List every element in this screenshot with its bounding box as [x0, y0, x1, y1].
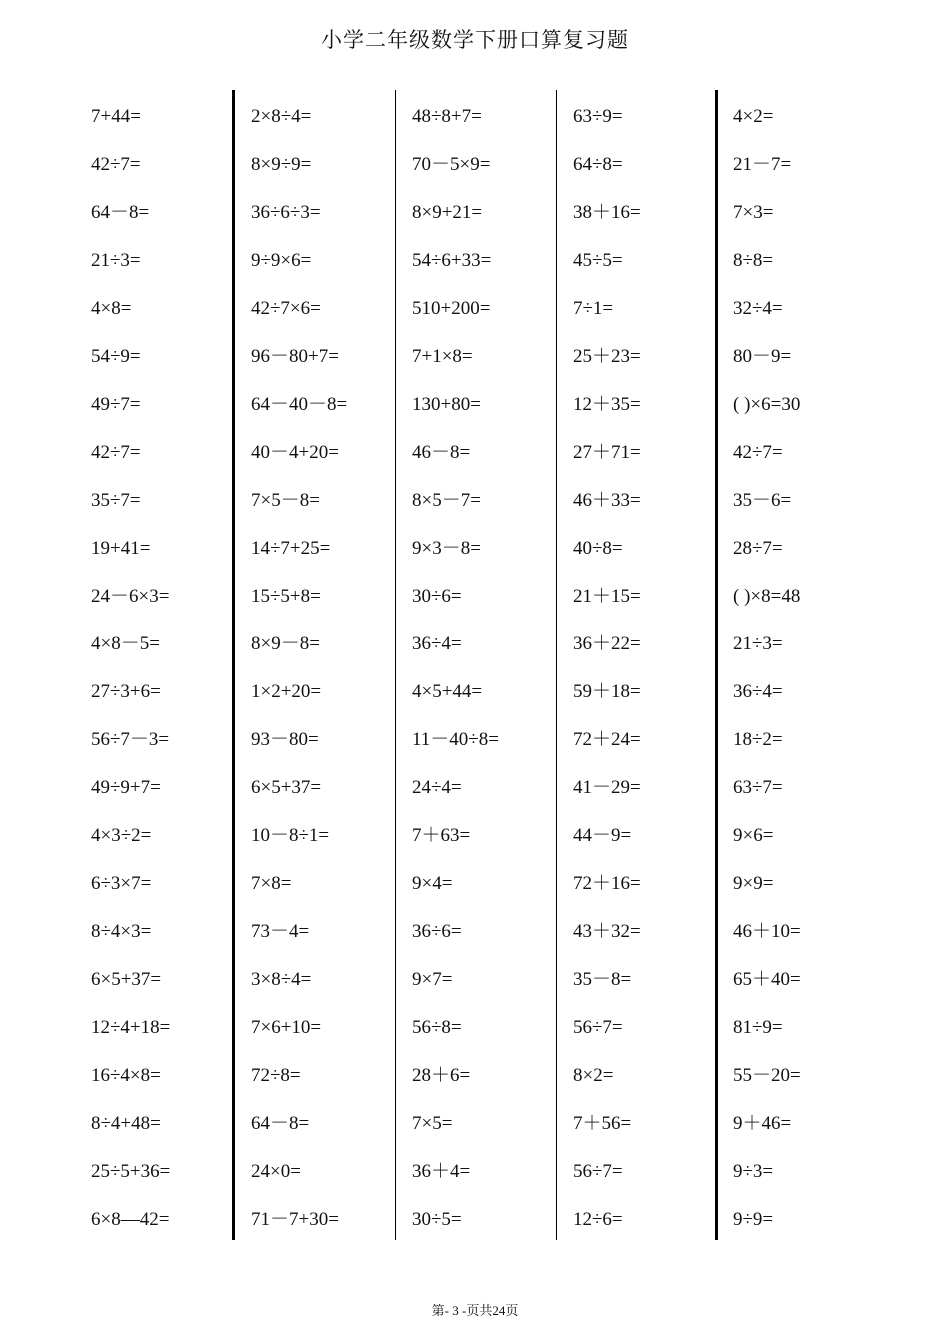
exercise-item: 40÷8=: [573, 537, 623, 559]
exercise-item: 7+44=: [91, 106, 141, 127]
exercise-item: 24×0=: [251, 1160, 301, 1182]
page-title: 小学二年级数学下册口算复习题: [321, 28, 629, 52]
exercise-item: 1×2+20=: [251, 681, 322, 703]
exercise-grid: [70, 90, 870, 1240]
exercise-item: 6×8—42=: [91, 1208, 170, 1230]
exercise-item: 72÷8=: [251, 1065, 301, 1086]
exercise-item: 64÷8=: [573, 153, 623, 175]
exercise-item: 36÷4=: [733, 681, 783, 703]
exercise-item: 46＋33=: [573, 489, 641, 511]
exercise-item: 7×8=: [251, 873, 292, 895]
exercise-item: 6÷3×7=: [91, 873, 152, 895]
exercise-item: 38＋16=: [573, 201, 641, 223]
exercise-item: 9×9=: [733, 873, 774, 895]
exercise-item: 44－9=: [573, 825, 632, 847]
exercise-item: 32÷4=: [733, 297, 783, 319]
exercise-item: 10－8÷1=: [251, 825, 330, 847]
exercise-item: 15÷5+8=: [251, 585, 321, 607]
exercise-item: 28÷7=: [733, 537, 783, 559]
exercise-item: 9＋46=: [733, 1112, 792, 1134]
exercise-item: 21＋15=: [573, 585, 641, 607]
exercise-item: 42÷7×6=: [251, 297, 321, 319]
exercise-item: 4×8=: [91, 297, 132, 319]
exercise-item: 54÷9=: [91, 345, 141, 367]
exercise-item: 65＋40=: [733, 969, 801, 991]
exercise-item: 48÷8+7=: [412, 106, 482, 127]
exercise-item: 8÷8=: [733, 249, 774, 271]
exercise-item: 8÷4×3=: [91, 921, 152, 943]
exercise-item: 35－8=: [573, 969, 632, 991]
exercise-item: 40－4+20=: [251, 441, 339, 463]
exercise-item: 7÷1=: [573, 297, 614, 319]
exercise-item: 6×5+37=: [91, 969, 162, 991]
exercise-item: 4×8－5=: [91, 633, 160, 655]
exercise-item: 7×5=: [412, 1112, 453, 1134]
exercise-item: 55－20=: [733, 1065, 801, 1086]
exercise-item: 63÷7=: [733, 777, 783, 799]
exercise-item: 6×5+37=: [251, 777, 322, 799]
exercise-item: 3×8÷4=: [251, 969, 312, 991]
exercise-item: 30÷6=: [412, 585, 462, 607]
exercise-item: 8×9+21=: [412, 201, 483, 223]
exercise-item: 46－8=: [412, 441, 471, 463]
exercise-item: 21÷3=: [91, 249, 141, 271]
exercise-item: 16÷4×8=: [91, 1065, 161, 1086]
column-divider: [232, 90, 235, 1240]
exercise-item: 7×6+10=: [251, 1017, 322, 1039]
exercise-item: 96－80+7=: [251, 345, 339, 367]
exercise-item: 7＋63=: [412, 825, 471, 847]
column-divider: [556, 90, 557, 1240]
exercise-item: 56÷7=: [573, 1017, 623, 1039]
exercise-item: 25÷5+36=: [91, 1160, 171, 1182]
exercise-item: 36÷4=: [412, 633, 462, 655]
exercise-item: 14÷7+25=: [251, 537, 331, 559]
exercise-item: 11－40÷8=: [412, 729, 499, 751]
exercise-item: 9×7=: [412, 969, 453, 991]
exercise-item: 59＋18=: [573, 681, 641, 703]
exercise-item: 49÷7=: [91, 393, 141, 415]
exercise-item: 12＋35=: [573, 393, 641, 415]
exercise-item: 7+1×8=: [412, 345, 473, 367]
exercise-item: 41－29=: [573, 777, 641, 799]
exercise-item: 7＋56=: [573, 1112, 632, 1134]
exercise-item: 27÷3+6=: [91, 681, 161, 703]
exercise-item: ( )×6=30: [733, 393, 801, 415]
exercise-item: 9÷9=: [733, 1208, 774, 1230]
exercise-item: 63÷9=: [573, 106, 623, 127]
exercise-item: 2×8÷4=: [251, 106, 312, 127]
exercise-item: 12÷4+18=: [91, 1017, 171, 1039]
exercise-item: 45÷5=: [573, 249, 623, 271]
exercise-item: 43＋32=: [573, 921, 641, 943]
exercise-item: 21÷3=: [733, 633, 783, 655]
page-footer: 第- 3 -页共24页: [431, 1303, 519, 1318]
exercise-item: 42÷7=: [91, 441, 141, 463]
exercise-item: 9×6=: [733, 825, 774, 847]
exercise-item: 56÷7－3=: [91, 729, 170, 751]
exercise-item: 56÷8=: [412, 1017, 462, 1039]
exercise-item: 21－7=: [733, 153, 792, 175]
exercise-item: 19+41=: [91, 537, 151, 559]
exercise-item: 36＋4=: [412, 1160, 471, 1182]
exercise-item: 8÷4+48=: [91, 1112, 161, 1134]
exercise-item: 64－8=: [91, 201, 150, 223]
exercise-item: 54÷6+33=: [412, 249, 492, 271]
column-divider: [395, 90, 396, 1240]
exercise-item: 30÷5=: [412, 1208, 462, 1230]
exercise-item: 36÷6=: [412, 921, 462, 943]
exercise-item: 35－6=: [733, 489, 792, 511]
exercise-item: 130+80=: [412, 393, 481, 415]
exercise-item: 80－9=: [733, 345, 792, 367]
exercise-item: 18÷2=: [733, 729, 783, 751]
exercise-item: 9×4=: [412, 873, 453, 895]
exercise-item: 64－8=: [251, 1112, 310, 1134]
exercise-item: 4×3÷2=: [91, 825, 152, 847]
exercise-item: 56÷7=: [573, 1160, 623, 1182]
exercise-item: 35÷7=: [91, 489, 141, 511]
exercise-item: 8×5－7=: [412, 489, 481, 511]
exercise-item: 72＋24=: [573, 729, 641, 751]
exercise-item: 28＋6=: [412, 1065, 471, 1086]
exercise-item: 25＋23=: [573, 345, 641, 367]
exercise-item: 8×9－8=: [251, 633, 320, 655]
exercise-item: 8×2=: [573, 1065, 614, 1086]
exercise-item: 42÷7=: [733, 441, 783, 463]
exercise-item: 9÷3=: [733, 1160, 774, 1182]
exercise-item: 36＋22=: [573, 633, 641, 655]
exercise-item: 49÷9+7=: [91, 777, 161, 799]
exercise-item: 12÷6=: [573, 1208, 623, 1230]
exercise-item: 7×5－8=: [251, 489, 320, 511]
exercise-item: 4×5+44=: [412, 681, 483, 703]
exercise-item: ( )×8=48: [733, 585, 801, 607]
exercise-item: 72＋16=: [573, 873, 641, 895]
exercise-item: 9÷9×6=: [251, 249, 312, 271]
column-divider: [715, 90, 718, 1240]
exercise-item: 36÷6÷3=: [251, 201, 321, 223]
exercise-item: 81÷9=: [733, 1017, 783, 1039]
exercise-item: 70－5×9=: [412, 153, 491, 175]
exercise-item: 64－40－8=: [251, 393, 348, 415]
exercise-item: 27＋71=: [573, 441, 641, 463]
exercise-item: 510+200=: [412, 297, 491, 319]
exercise-item: 7×3=: [733, 201, 774, 223]
exercise-item: 46＋10=: [733, 921, 801, 943]
exercise-item: 9×3－8=: [412, 537, 481, 559]
exercise-item: 8×9÷9=: [251, 153, 312, 175]
exercise-item: 24÷4=: [412, 777, 462, 799]
exercise-item: 71－7+30=: [251, 1208, 339, 1230]
exercise-item: 73－4=: [251, 921, 310, 943]
exercise-item: 4×2=: [733, 106, 774, 127]
exercise-item: 42÷7=: [91, 153, 141, 175]
exercise-item: 24－6×3=: [91, 585, 170, 607]
exercise-item: 93－80=: [251, 729, 319, 751]
